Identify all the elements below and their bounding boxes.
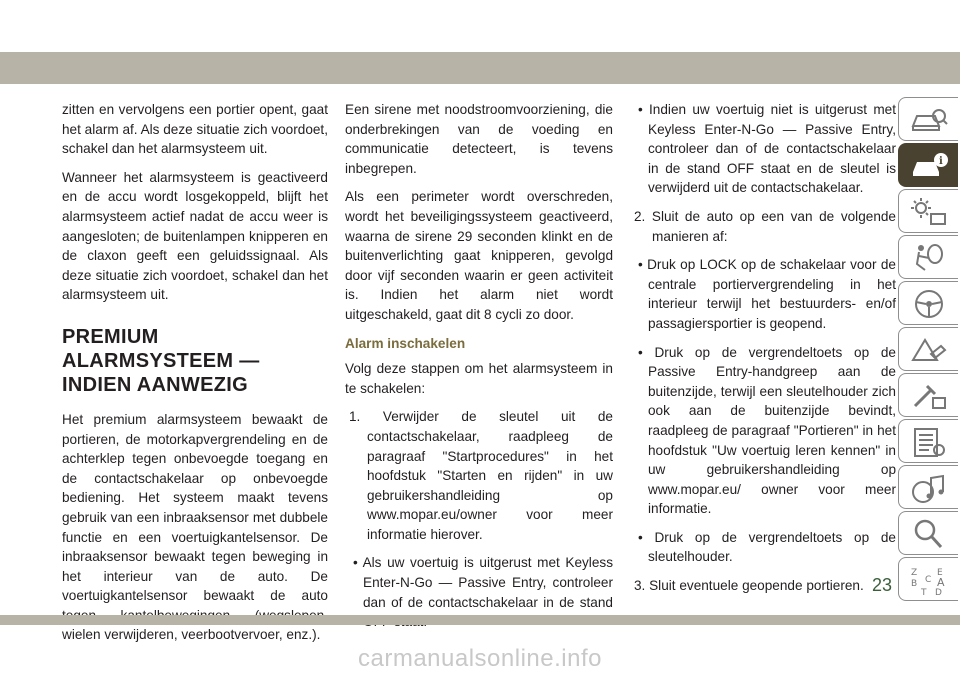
bullet-item: • Indien uw voertuig niet is uitgerust met Keyless Enter-N-Go — Passive Entry, controleer dan of de contactschakelaar in de stand OFF staat en de sleutel is verwijderd uit de contactschakelaar. <box>638 102 896 196</box>
column-middle <box>345 100 613 641</box>
svg-text:D: D <box>935 588 942 596</box>
bullet-item: • Druk op de vergrendeltoets op de sleutelhouder. <box>638 529 896 565</box>
paragraph: Volg deze stappen om het alarmsysteem in te schakelen: <box>345 361 613 396</box>
magnifier-icon[interactable] <box>898 511 958 555</box>
page-number: 23 <box>872 575 893 595</box>
car-search-icon[interactable] <box>898 97 958 141</box>
hazard-icon[interactable] <box>898 327 958 371</box>
paragraph: Als een perimeter wordt overschreden, wordt het beveiligingssysteem geactiveerd, waarna de sirene 29 seconden klinkt en de buitenverlichting gaat knipperen, gevolgd door vijf seconden waarin er geen activiteit is. Indien het alarm niet wordt uitgeschakeld, gaat dit 8 cycli zo door. <box>345 189 613 322</box>
tools-icon[interactable] <box>898 373 958 417</box>
subheading: Alarm inschakelen <box>345 335 466 351</box>
chapter-tabs <box>898 97 960 603</box>
bullet-item: • Druk op LOCK op de schakelaar voor de centrale portiervergrendeling in het interieur terwijl het bestuurders- en/of passagiersportier is geopend. <box>638 257 896 331</box>
svg-text:A: A <box>937 576 945 589</box>
svg-text:B: B <box>911 579 918 589</box>
bullet-item: • Als uw voertuig is uitgerust met Keyless Enter-N-Go — Passive Entry, controleer dan of de contactschakelaar in de stand <box>353 555 613 610</box>
section-heading: PREMIUM ALARMSYSTEEM — INDIEN AANWEZIG <box>62 325 260 396</box>
warning-light-icon[interactable] <box>898 189 958 233</box>
column-right <box>630 100 896 605</box>
svg-text:E: E <box>937 568 943 578</box>
step-1: 1. Verwijder de sleutel uit de contactschakelaar, raadpleeg de paragraaf "Startprocedures" in het hoofdstuk "Starten en rijden" in uw gebruikershandleiding op www.mopar.eu/owner voor meer informatie hierover. <box>349 409 613 542</box>
column-left <box>62 100 328 654</box>
svg-text:Z: Z <box>911 568 918 578</box>
language-icon[interactable] <box>898 557 958 601</box>
paragraph: Een sirene met noodstroomvoorziening, die onderbrekingen van de voeding en communicatie detecteert, is tevens inbegrepen. <box>345 102 613 176</box>
airbag-icon[interactable] <box>898 235 958 279</box>
bullet-item: • Druk op de vergrendeltoets op de Passive Entry-handgreep aan de buitenzijde, terwijl een sleutelhouder zich ook aan de buitenzijde bevindt, raadpleeg de paragraaf "Portieren" in het hoofdstuk "Uw voertuig leren kennen" in uw gebruikershandleiding op www.mopar.eu/ owner voor meer informatie. <box>638 344 896 517</box>
checklist-icon[interactable] <box>898 419 958 463</box>
svg-text:C: C <box>925 575 932 585</box>
step-3: 3. Sluit eventuele geopende portieren. <box>634 578 864 594</box>
paragraph: Het premium alarmsysteem bewaakt de portieren, de motorkapvergrendeling en de achterklep tegen onbevoegde toegang en de contactschakelaar op onbevoegde bediening. Het systeem maakt tevens gebruik van een inbraaksensor met dubbele functie en een voertuigkantelsensor. De inbraaksensor bewaakt tegen beweging in het interieur van de auto. De voertuigkantelsensor bewaakt de auto wielen verwijderen, veerbootvervoer, enz.). <box>62 411 328 643</box>
paragraph: Wanneer het alarmsysteem is geactiveerd en de accu wordt losgekoppeld, blijft het alarmsysteem actief nadat de accu weer is aangesloten; de buitenlampen knipperen en de claxon geeft een geluidssignaal. Als deze situatie zich voordoet, schakel dan het alarmsysteem uit. <box>62 169 328 303</box>
footer-band <box>0 615 960 625</box>
paragraph: zitten en vervolgens een portier opent, gaat het alarm af. Als deze situatie zich voordoet, schakel dan het alarmsysteem uit. <box>62 102 328 157</box>
watermark: carmanualsonline.info <box>358 645 602 672</box>
car-info-icon[interactable] <box>898 143 958 187</box>
step-2: 2. Sluit de auto op een van de volgende manieren af: <box>634 208 896 244</box>
steering-wheel-icon[interactable] <box>898 281 958 325</box>
svg-text:T: T <box>921 588 927 596</box>
header-band <box>0 52 960 84</box>
svg-text:i: i <box>939 156 943 167</box>
music-note-icon[interactable] <box>898 465 958 509</box>
